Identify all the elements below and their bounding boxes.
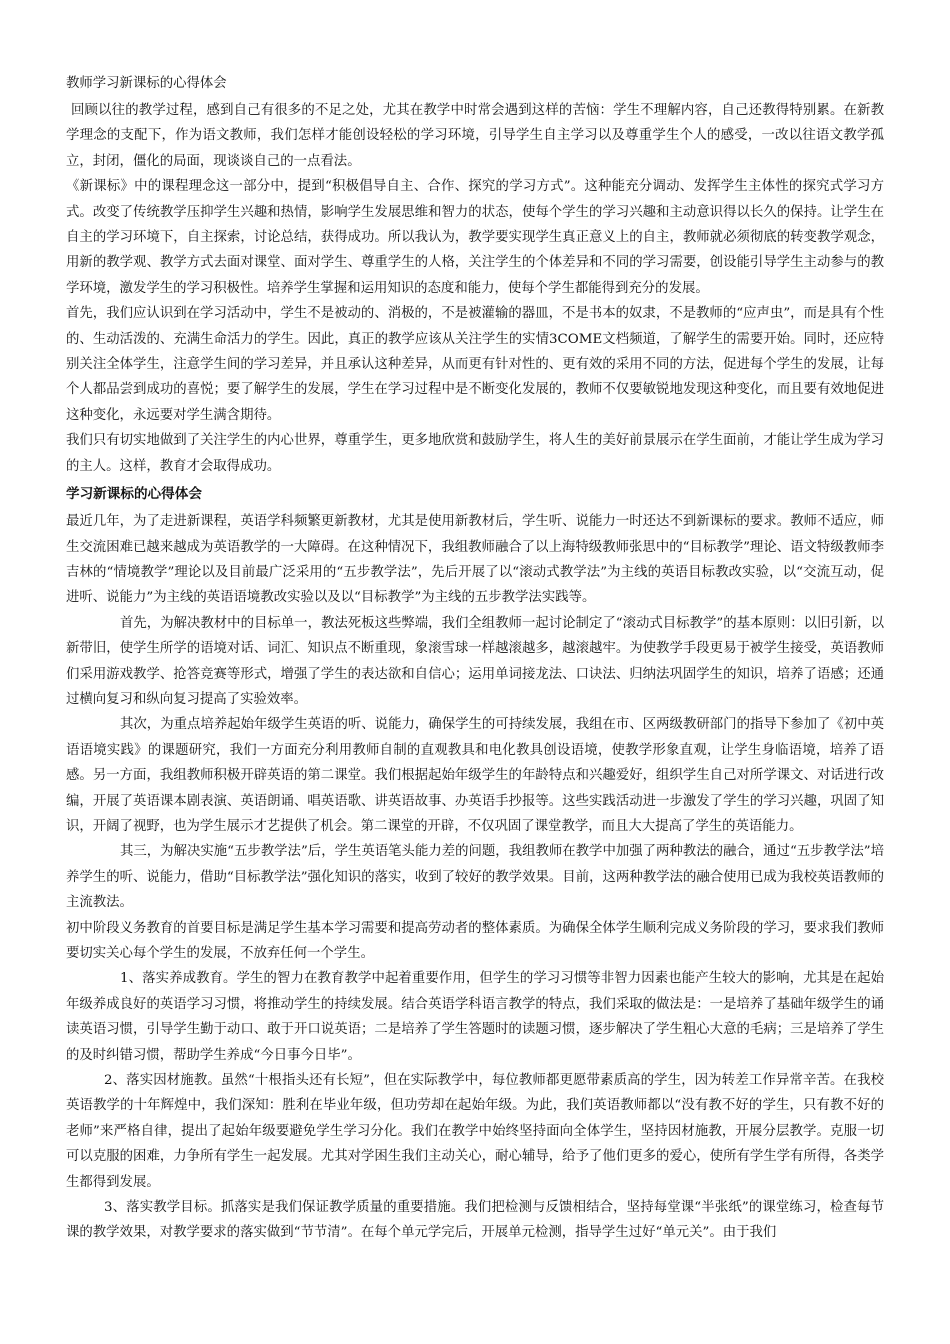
- list-item: 2、落实因材施教。虽然“十根指头还有长短”，但在实际教学中，每位教师都更愿带素质高的学生，因为转差工作异常辛苦。在我校英语教学的十年辉煌中，我们深知：胜利在毕业年级，但功劳却在起始年级。为此，我们英语教师都以“没有教不好的学生，只有教不好的老师”来严格自律，提出了起始年级要避免学生学习分化。我们在教学中始终坚持面向全体学生，坚持因材施教，开展分层教学。克服一切可以克服的困难，力争所有学生一起发展。尤其对学困生我们主动关心，耐心辅导，给予了他们更多的爱心，使所有学生学有所得，各类学生都得到发展。: [66, 1073, 884, 1190]
- paragraph: 首先，为解决教材中的目标单一，教法死板这些弊端，我们全组教师一起讨论制定了“滚动式目标教学”的基本原则：以旧引新，以新带旧，使学生所学的语境对话、词汇、知识点不断重现，象滚雪球一样越滚越多，越滚越牢。为使教学手段更易于被学生接受，英语教师们采用游戏教学、抢答竞赛等形式，增强了学生的表达欲和自信心；运用单词接龙法、口诀法、归纳法巩固学生的知识，培养了语感；还通过横向复习和纵向复习提高了实验效率。: [66, 615, 884, 707]
- article-title-new-curriculum: 学习新课标的心得体会: [66, 486, 202, 503]
- paragraph: 回顾以往的教学过程，感到自己有很多的不足之处，尤其在教学中时常会遇到这样的苦恼：学生不理解内容，自己还教得特别累。在新教学理念的支配下，作为语文教师，我们怎样才能创设轻松的学习环境，引导学生自主学习以及尊重学生个人的感受，一改以往语文教学孤立，封闭，僵化的局面，现谈谈自己的一点看法。: [66, 103, 884, 169]
- list-item: 1、落实养成教育。学生的智力在教育教学中起着重要作用，但学生的学习习惯等非智力因素也能产生较大的影响，尤其是在起始年级养成良好的英语学习习惯，将推动学生的持续发展。结合英语学科语言教学的特点，我们采取的做法是：一是培养了基础年级学生的诵读英语习惯，引导学生勤于动口、敢于开口说英语；二是培养了学生答题时的读题习惯，逐步解决了学生粗心大意的毛病；三是培养了学生的及时纠错习惯，帮助学生养成“今日事今日毕”。: [66, 971, 884, 1063]
- paragraph: 最近几年，为了走进新课程，英语学科频繁更新教材，尤其是使用新教材后，学生听、说能力一时还达不到新课标的要求。教师不适应，师生交流困难已越来越成为英语教学的一大障碍。在这种情况下，我组教师融合了以上海特级教师张思中的“目标教学”理论、语文特级教师李吉林的“情境教学”理论以及目前最广泛采用的“五步教学法”，先后开展了以“滚动式教学法”为主线的英语目标教改实验，以“交流互动，促进听、说能力”为主线的英语语境教改实验以及以“目标教学”为主线的五步教学法实践等。: [66, 514, 884, 606]
- paragraph: 初中阶段义务教育的首要目标是满足学生基本学习需要和提高劳动者的整体素质。为确保全体学生顺利完成义务阶段的学习，要求我们教师要切实关心每个学生的发展，不放弃任何一个学生。: [66, 920, 884, 961]
- article-title-teacher-reflection: 教师学习新课标的心得体会: [66, 76, 227, 91]
- list-item: 3、落实教学目标。抓落实是我们保证教学质量的重要措施。我们把检测与反馈相结合，坚持每堂课“半张纸”的课堂练习，检查每节课的教学效果，对教学要求的落实做到“节节清”。在每个单元学完后，开展单元检测，指导学生过好“单元关”。由于我们: [66, 1200, 884, 1241]
- paragraph: 其次，为重点培养起始年级学生英语的听、说能力，确保学生的可持续发展，我组在市、区两级教研部门的指导下参加了《初中英语语境实践》的课题研究，我们一方面充分利用教师自制的直观教具和电化教具创设语境，使教学形象直观，让学生身临语境，培养了语感。另一方面，我组教师积极开辟英语的第二课堂。我们根据起始年级学生的年龄特点和兴趣爱好，组织学生自己对所学课文、对话进行改编，开展了英语课本剧表演、英语朗诵、唱英语歌、讲英语故事、办英语手抄报等。这些实践活动进一步激发了学生的学习兴趣，巩固了知识，开阔了视野，也为学生展示才艺提供了机会。第二课堂的开辟，不仅巩固了课堂教学，而且大大提高了学生的英语能力。: [66, 717, 884, 834]
- paragraph: 我们只有切实地做到了关注学生的内心世界，尊重学生，更多地欣赏和鼓励学生，将人生的美好前景展示在学生面前，才能让学生成为学习的主人。这样，教育才会取得成功。: [66, 433, 884, 474]
- paragraph: 首先，我们应认识到在学习活动中，学生不是被动的、消极的，不是被灌输的器皿，不是书本的奴隶，不是教师的“应声虫”，而是具有个性的、生动活泼的、充满生命活力的学生。因此，真正的教学应该从关注学生的实情3COME文档频道，了解学生的需要开始。同时，还应特别关注全体学生，注意学生间的学习差异，并且承认这种差异，从而更有针对性的、更有效的采用不同的方法，促进每个学生的发展，让每个人都品尝到成功的喜悦；要了解学生的发展，学生在学习过程中是不断变化发展的，教师不仅要敏锐地发现这种变化，而且要有效地促进这种变化，永远要对学生满含期待。: [66, 306, 884, 423]
- document-page: [66, 70, 884, 1246]
- paragraph: 其三，为解决实施“五步教学法”后，学生英语笔头能力差的问题，我组教师在教学中加强了两种教法的融合，通过“五步教学法”培养学生的听、说能力，借助“目标教学法”强化知识的落实，收到了较好的教学效果。目前，这两种教学法的融合使用已成为我校英语教师的主流教法。: [66, 844, 884, 911]
- paragraph: 《新课标》中的课程理念这一部分中，提到“积极倡导自主、合作、探究的学习方式”。这种能充分调动、发挥学生主体性的探究式学习方式。改变了传统教学压抑学生兴趣和热情，影响学生发展思维和智力的状态，使每个学生的学习兴趣和主动意识得以长久的保持。让学生在自主的学习环境下，自主探索，讨论总结，获得成功。所以我认为，教学要实现学生真正意义上的自主，教师就必须彻底的转变教学观念，用新的教学观、教学方式去面对课堂、面对学生、尊重学生的人格，关注学生的个体差异和不同的学习需要，创设能引导学生主动参与的教学环境，激发学生的学习积极性。培养学生掌握和运用知识的态度和能力，使每个学生都能得到充分的发展。: [66, 179, 884, 296]
